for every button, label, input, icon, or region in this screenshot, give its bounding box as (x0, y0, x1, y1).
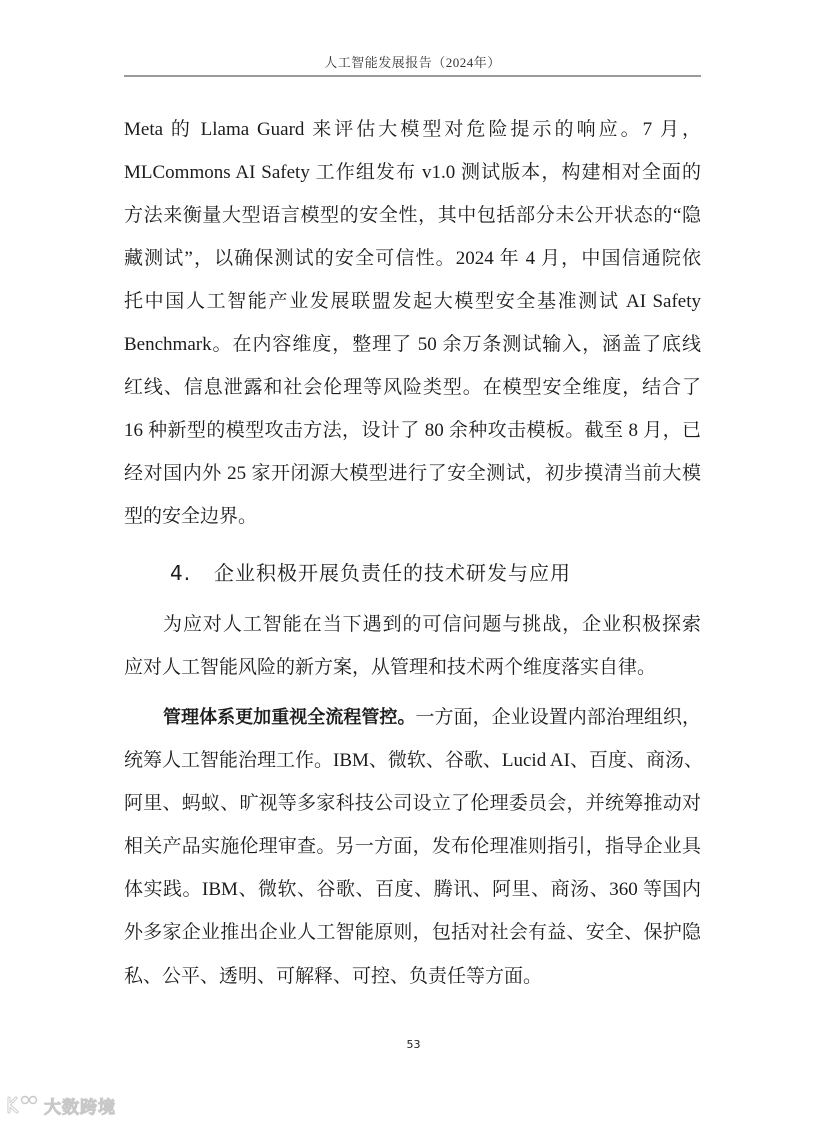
kuajing-logo-icon (6, 1094, 40, 1116)
text-line: MLCommons AI Safety 工作组发布 v1.0 测试版本，构建相对全面的 (124, 162, 701, 183)
text-span: 一方面，企业设置内部治理组织， (415, 707, 701, 728)
text-line: 相关产品实施伦理审查。另一方面，发布伦理准则指引，指导企业具 (124, 836, 701, 857)
text-line: 型的安全边界。 (124, 506, 258, 527)
text-line: 藏测试”，以确保测试的安全可信性。2024 年 4 月，中国信通院依 (124, 248, 701, 269)
section-number: 4. (170, 561, 192, 585)
text-line: 16 种新型的模型攻击方法，设计了 80 余种攻击模板。截至 8 月，已 (124, 420, 701, 441)
header-rule (124, 75, 701, 77)
section-title: 企业积极开展负责任的技术研发与应用 (214, 561, 571, 585)
bold-lead-phrase: 管理体系更加重视全流程管控。 (163, 707, 416, 728)
text-line: 统筹人工智能治理工作。IBM、微软、谷歌、Lucid AI、百度、商汤、 (124, 750, 703, 771)
watermark-text: 大数跨境 (44, 1097, 116, 1118)
text-line: 方法来衡量大型语言模型的安全性，其中包括部分未公开状态的“隐 (124, 205, 701, 226)
page-number: 53 (406, 1038, 421, 1051)
text-line: 为应对人工智能在当下遇到的可信问题与挑战，企业积极探索 (163, 614, 701, 635)
text-line: 应对人工智能风险的新方案，从管理和技术两个维度落实自律。 (124, 657, 657, 678)
text-line: 托中国人工智能产业发展联盟发起大模型安全基准测试 AI Safety (124, 291, 701, 312)
text-line: 私、公平、透明、可解释、可控、负责任等方面。 (124, 966, 543, 987)
text-line: 阿里、蚂蚁、旷视等多家科技公司设立了伦理委员会，并统筹推动对 (124, 793, 701, 814)
running-header: 人工智能发展报告（2024年） (324, 55, 501, 70)
text-line: Meta 的 Llama Guard 来评估大模型对危险提示的响应。7 月， (124, 119, 701, 140)
text-line (163, 703, 701, 733)
section-heading (170, 557, 571, 589)
text-line: 外多家企业推出企业人工智能原则，包括对社会有益、安全、保护隐 (124, 922, 701, 943)
text-line: 红线、信息泄露和社会伦理等风险类型。在模型安全维度，结合了 (124, 377, 701, 398)
text-line: 体实践。IBM、微软、谷歌、百度、腾讯、阿里、商汤、360 等国内 (124, 879, 701, 900)
watermark (6, 1092, 116, 1118)
text-line: 经对国内外 25 家开闭源大模型进行了安全测试，初步摸清当前大模 (124, 463, 701, 484)
text-line: Benchmark。在内容维度，整理了 50 余万条测试输入，涵盖了底线 (124, 334, 701, 355)
